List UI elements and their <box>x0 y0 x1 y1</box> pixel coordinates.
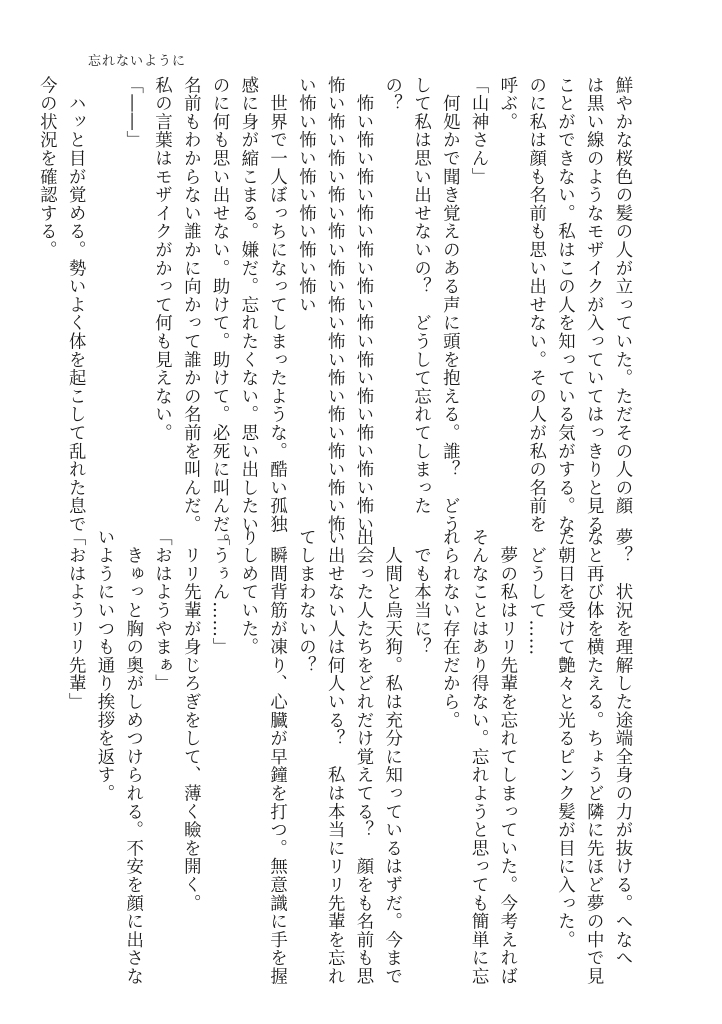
text-column: なと再び体を横たえる。ちょうど隣に先ほど夢の中で見 <box>583 528 604 986</box>
text-column: いようにいつも通り挨拶を返す。 <box>93 528 114 803</box>
text-column: でも本当に？ <box>410 528 431 657</box>
text-column: 出会った人たちをどれだけ覚えてる？ 顔をも名前も思 <box>352 528 373 986</box>
text-column: 「山神さん」 <box>468 76 489 186</box>
text-column: 「おはようリリ先輩」 <box>65 528 86 711</box>
text-column: た朝日を受けて艶々と光るピンク髪が目に入った。 <box>554 528 575 949</box>
text-column: てしまわないの？ <box>295 528 316 675</box>
text-column: は黒い線のようなモザイクが入っていてはっきりと見る <box>583 76 604 534</box>
text-column: 人間と烏天狗。私は充分に知っているはずだ。今まで <box>381 528 402 986</box>
text-column: 感に身が縮こまる。嫌だ。忘れたくない。思い出したい <box>237 76 258 534</box>
text-column: 名前もわからない誰かに向かって誰かの名前を叫んだ。 <box>180 76 201 534</box>
text-column: 夢の私はリリ先輩を忘れてしまっていた。今考えれば <box>496 528 517 986</box>
running-title: 忘れないように <box>88 54 187 69</box>
text-column: のに何も思い出せない。助けて。助けて。必死に叫んだ。 <box>209 76 230 552</box>
text-column: の？ <box>381 76 402 113</box>
text-column: 「おはようやまぁ」 <box>151 528 172 693</box>
text-column: 何処かで聞き覚えのある声に頭を抱える。誰？ どう <box>439 76 460 534</box>
text-column: そんなことはあり得ない。忘れようと思っても簡単に忘 <box>468 528 489 986</box>
text-column: りしめていた。 <box>237 528 258 657</box>
text-column: 私の言葉はモザイクがかって何も見えない。 <box>151 76 172 442</box>
text-column: 「うぅん……」 <box>209 528 230 657</box>
text-column: どうして…… <box>525 528 546 657</box>
text-column: 鮮やかな桜色の髪の人が立っていた。ただその人の顔 <box>612 76 632 516</box>
text-column: い怖い怖い怖い怖い怖い怖い <box>295 76 316 314</box>
text-column: 怖い怖い怖い怖い怖い怖い怖い怖い怖い怖い怖い怖い怖 <box>324 76 345 534</box>
text-column: きゅっと胸の奥がしめつけられる。不安を顔に出さな <box>122 528 143 986</box>
text-column: 「――」 <box>122 76 143 150</box>
text-column: 瞬間背筋が凍り、心臓が早鐘を打つ。無意識に手を握 <box>266 528 287 986</box>
text-column: い出せない人は何人いる？ 私は本当にリリ先輩を忘れ <box>324 528 345 986</box>
blank-column <box>95 76 112 481</box>
text-column: れられない存在だから。 <box>439 528 460 730</box>
text-column: 怖い怖い怖い怖い怖い怖い怖い怖い怖い怖い怖い怖い <box>352 76 373 534</box>
text-column: ことができない。私はこの人を知っている気がする。な <box>554 76 575 534</box>
text-column: ハッと目が覚める。勢いよく体を起こして乱れた息で <box>65 76 86 534</box>
lower-text-block <box>65 528 632 986</box>
text-column: して私は思い出せないの？ どうして忘れてしまった <box>410 76 431 516</box>
text-column: のに私は顔も名前も思い出せない。その人が私の名前を <box>525 76 546 534</box>
text-column: 呼ぶ。 <box>496 76 517 131</box>
text-column: リリ先輩が身じろぎをして、薄く瞼を開く。 <box>180 528 201 913</box>
text-column: 今の状況を確認する。 <box>36 76 57 259</box>
text-column: 世界で一人ぼっちになってしまったような。酷い孤独 <box>266 76 287 534</box>
upper-text-block <box>36 76 632 552</box>
text-column: 夢？ 状況を理解した途端全身の力が抜ける。へなへ <box>612 528 632 968</box>
